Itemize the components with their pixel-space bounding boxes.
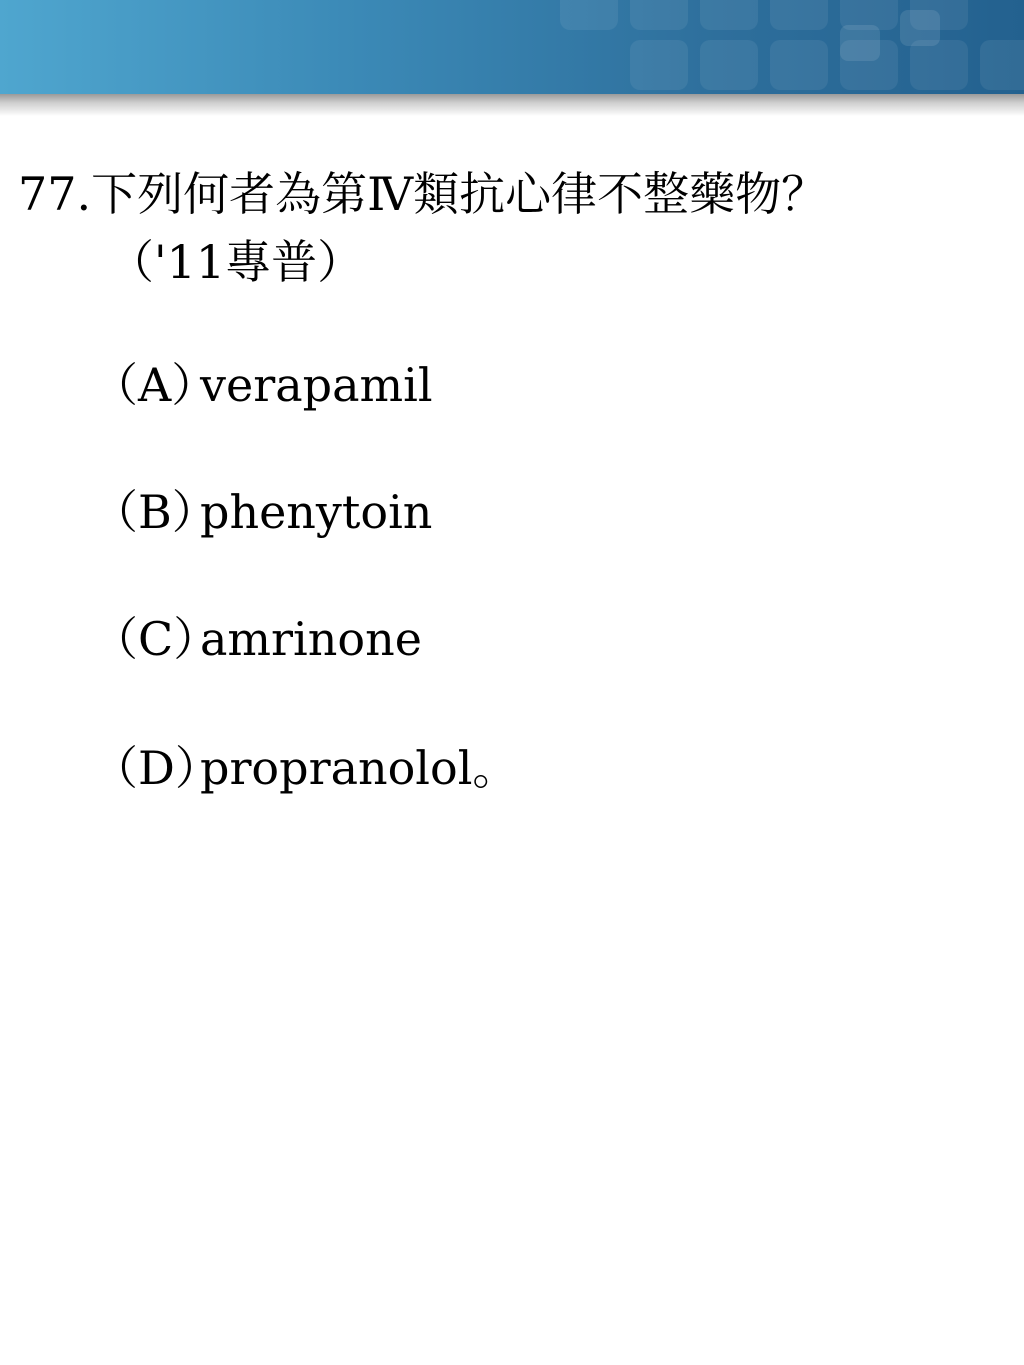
option-a <box>92 355 433 415</box>
option-d <box>92 738 518 798</box>
option-label: （A） <box>92 358 218 412</box>
option-c <box>92 609 422 669</box>
header-tile-pattern <box>0 0 1024 94</box>
option-text: phenytoin <box>200 485 433 539</box>
header-banner <box>0 0 1024 94</box>
question <box>18 160 1008 296</box>
question-number: 77. <box>18 167 92 221</box>
option-label: （C） <box>92 612 220 666</box>
question-line <box>18 160 1008 228</box>
option-label: （B） <box>92 485 218 539</box>
header-shadow <box>0 94 1024 116</box>
option-label: （D） <box>92 741 221 795</box>
option-text: verapamil <box>200 358 433 412</box>
option-text: propranolol。 <box>200 741 519 795</box>
option-text: amrinone <box>200 612 422 666</box>
question-source: （'11專普） <box>108 235 364 289</box>
question-text: 下列何者為第Ⅳ類抗心律不整藥物？ <box>91 167 828 221</box>
option-b <box>92 482 432 542</box>
